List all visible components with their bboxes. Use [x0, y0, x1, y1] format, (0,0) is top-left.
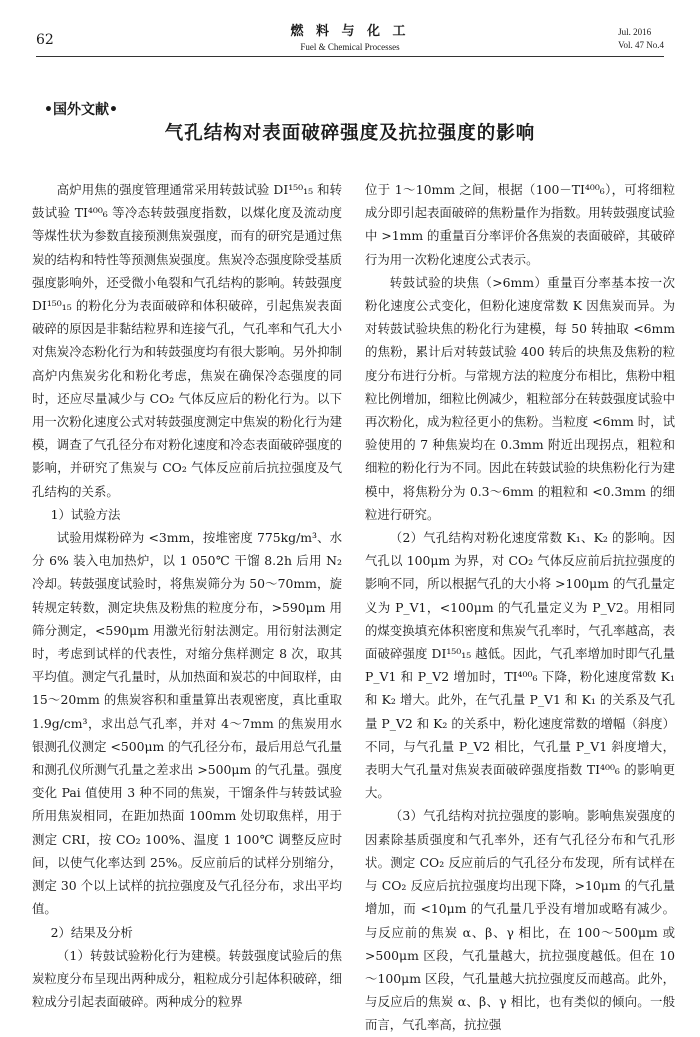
section-label: •国外文献•: [44, 102, 118, 118]
results-paragraph-1: （1）转鼓试验粉化行为建模。转鼓强度试验后的焦炭粒度分布呈现出两种成分，粗粒成分引起体积破碎，细粒成分引起表面破碎。两种成分的粒界: [32, 947, 342, 1010]
results-heading: 2）结果及分析: [50, 924, 133, 940]
left-column: [32, 178, 342, 1013]
page-number: 62: [36, 32, 54, 48]
results-paragraph-2: （2）气孔结构对粉化速度常数 K₁、K₂ 的影响。因气孔以 100μm 为界，对 CO₂ 气体反应前后抗拉强度的影响不同，所以根据气孔的大小将 >100μm 的气孔量定义为 P_V1，<100μm 的气孔量定义为 P_V2。用相同的煤变换填充体积密度和焦炭气孔率时，气孔率越高，表面破碎强度 DI¹⁵⁰₁₅ 越低。因此，气孔率增加时即气孔量 P_V1 和 P_V2 增加时，TI⁴⁰⁰₆ 下降，粉化速度常数 K₁ 和 K₂ 增大。此外，在气孔量 P_V1 和 K₁ 的关系及气孔量 P_V2 和 K₂ 的关系中，粉化速度常数的增幅（斜度）不同，与气孔量 P_V2 相比，气孔量 P_V1 斜度增大，表明大气孔量对焦炭表面破碎强度指数 TI⁴⁰⁰₆ 的影响更大。: [365, 530, 675, 801]
journal-name-cn: 燃 料 与 化 工: [290, 24, 410, 39]
journal-name-en: Fuel & Chemical Processes: [300, 42, 400, 52]
intro-paragraph: 高炉用焦的强度管理通常采用转鼓试验 DI¹⁵⁰₁₅ 和转鼓试验 TI⁴⁰⁰₆ 等冷态转鼓强度指数，以煤化度及流动度等煤性状为参数直接预测焦炭强度，而有的研究是通过焦炭的结构和特性等预测焦炭强度。焦炭冷态强度除受基质强度影响外，还受微小龟裂和气孔结构的影响。转鼓强度 DI¹⁵⁰₁₅ 的粉化分为表面破碎和体积破碎，引起焦炭表面破碎的原因是非黏结粒界和连接气孔，气孔率和气孔大小对焦炭冷态粉化行为和转鼓强度均有很大影响。另外抑制高炉内焦炭劣化和粉化考虑，焦炭在确保冷态强度的同时，还应尽量减少与 CO₂ 气体反应后的粉化行为。以下用一次粉化速度公式对转鼓强度测定中焦炭的粉化行为建模，调查了气孔径分布对粉化速度和冷态表面破碎强度的影响，并研究了焦炭与 CO₂ 气体反应前后抗拉强度及气孔结构的关系。: [32, 182, 342, 499]
page-header: [0, 0, 700, 58]
method-paragraph: 试验用煤粉碎为 <3mm，按堆密度 775kg/m³、水分 6% 装入电加热炉，以 1 050℃ 干馏 8.2h 后用 N₂ 冷却。转鼓强度试验时，将焦炭筛分为 50～70mm，旋转规定转数，测定块焦及粉焦的粒度分布，>590μm 用筛分测定，<590μm 用激光衍射法测定。用衍射法测定时，考虑到试样的代表性，对缩分焦样测定 8 次，取其平均值。测定气孔量时，从加热面和炭芯的中间取样，由 15～20mm 的焦炭容积和重量算出表观密度，真比重取 1.9g/cm³，求出总气孔率，并对 4～7mm 的焦炭用水银测孔仪测定 <500μm 的气孔径分布，最后用总气孔量和测孔仪所测气孔量之差求出 >500μm 的气孔量。强度变化 Pai 值使用 3 种不同的焦炭，干馏条件与转鼓试验所用焦炭相同，在距加热面 100mm 处切取焦样，用于测定 CRI，按 CO₂ 100%、温度 1 100℃ 调整反应时间，以使气化率达到 25%。反应前后的试样分别缩分，测定 30 个以上试样的抗拉强度及气孔径分布，求出平均值。: [32, 530, 342, 917]
issue-volume: Vol. 47 No.4: [618, 40, 664, 50]
results-paragraph-1-cont: 位于 1～10mm 之间，根据（100－TI⁴⁰⁰₆），可将细粒成分即引起表面破碎的焦粉量作为指数。用转鼓强度试验中 >1mm 的重量百分率评价各焦炭的表面破碎，其破碎行为用一次粉化速度公式表示。: [365, 182, 675, 267]
issue-info: [618, 26, 664, 52]
article-title: 气孔结构对表面破碎强度及抗拉强度的影响: [164, 123, 536, 144]
method-heading: 1）试验方法: [50, 506, 121, 522]
header-rule: [36, 56, 664, 57]
results-paragraph-3: （3）气孔结构对抗拉强度的影响。影响焦炭强度的因素除基质强度和气孔率外，还有气孔径分布和气孔形状。测定 CO₂ 反应前后的气孔径分布发现，所有试样在与 CO₂ 反应后抗拉强度均出现下降，>10μm 的气孔量增加，而 <10μm 的气孔量几乎没有增加或略有减少。与反应前的焦炭 α、β、γ 相比，在 100～500μm 或 >500μm 区段，气孔量越大，抗拉强度越低。但在 10～100μm 区段，气孔量越大抗拉强度反而越高。此外，与反应后的焦炭 α、β、γ 相比，也有类似的倾向。一般而言，气孔率高，抗拉强: [365, 808, 675, 1033]
right-column: [365, 178, 675, 1037]
issue-date: Jul. 2016: [618, 27, 652, 37]
journal-name: [0, 20, 700, 52]
drum-test-paragraph: 转鼓试验的块焦（>6mm）重量百分率基本按一次粉化速度公式变化，但粉化速度常数 K 因焦炭而异。为对转鼓试验块焦的粉化行为建模，每 50 转抽取 <6mm 的焦粉，累计后对转鼓试验 400 转后的块焦及焦粉的粒度分布进行分析。与常规方法的粒度分布相比，焦粉中粗粒比例增加，细粒比例减少，粗粒部分在转鼓强度试验中再次粉化，成为粒径更小的焦粉。当粒度 <6mm 时，试验使用的 7 种焦炭均在 0.3mm 附近出现拐点，粗粒和细粒的粉化行为不同。因此在转鼓试验的块焦粉化行为建模中，将焦粉分为 0.3～6mm 的粗粒和 <0.3mm 的细粒进行研究。: [365, 274, 675, 522]
